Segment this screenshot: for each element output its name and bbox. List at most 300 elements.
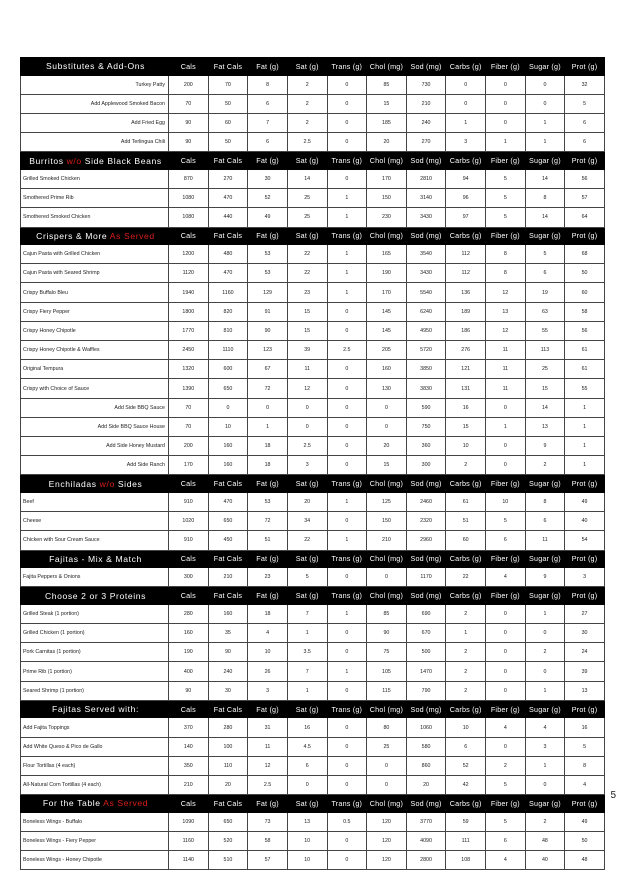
item-name: Seared Shrimp (1 portion) [21,681,169,700]
column-header: Chol (mg) [367,700,407,718]
nutrition-value: 1940 [169,283,209,302]
nutrition-value: 58 [565,302,605,321]
nutrition-value: 730 [406,75,446,94]
nutrition-value: 160 [208,456,248,475]
nutrition-value: 5 [486,812,526,831]
nutrition-value: 0 [327,321,367,340]
nutrition-value: 1120 [169,264,209,283]
nutrition-value: 165 [367,245,407,264]
table-row [21,417,605,436]
section-title [21,475,169,493]
section-title [21,795,169,813]
nutrition-value: 34 [287,512,327,531]
nutrition-value: 1020 [169,512,209,531]
nutrition-value: 4 [525,718,565,737]
nutrition-value: 0 [486,662,526,681]
column-header: Sat (g) [287,475,327,493]
item-name: Grilled Smoked Chicken [21,169,169,188]
section-title [21,227,169,245]
nutrition-value: 12 [287,379,327,398]
item-name: Add Side Honey Mustard [21,436,169,455]
nutrition-value: 230 [367,208,407,227]
table-row [21,189,605,208]
nutrition-value: 6 [525,264,565,283]
nutrition-value: 240 [208,662,248,681]
column-header: Fat Cals [208,550,248,568]
item-name: Add Fajita Toppings [21,718,169,737]
item-name: Add Side BBQ Sauce House [21,417,169,436]
column-header: Carbs (g) [446,795,486,813]
nutrition-value: 72 [248,512,288,531]
nutrition-value: 0 [486,398,526,417]
nutrition-value: 20 [406,775,446,794]
item-name: Cajun Pasta with Seared Shrimp [21,264,169,283]
nutrition-value: 810 [208,321,248,340]
nutrition-value: 0 [327,681,367,700]
section-header [21,587,605,605]
column-header: Fat Cals [208,587,248,605]
nutrition-value: 5540 [406,283,446,302]
nutrition-value: 1 [525,604,565,623]
nutrition-value: 1770 [169,321,209,340]
table-row [21,113,605,132]
item-name: Prime Rib (1 portion) [21,662,169,681]
item-name: Cajun Pasta with Grilled Chicken [21,245,169,264]
nutrition-value: 2 [525,812,565,831]
nutrition-value: 23 [287,283,327,302]
nutrition-value: 170 [367,169,407,188]
nutrition-value: 14 [287,169,327,188]
nutrition-value: 110 [208,756,248,775]
nutrition-value: 2 [287,94,327,113]
nutrition-value: 0 [367,417,407,436]
nutrition-value: 4 [248,624,288,643]
nutrition-value: 130 [367,379,407,398]
nutrition-value: 16 [446,398,486,417]
nutrition-value: 0 [327,643,367,662]
nutrition-value: 10 [287,851,327,870]
nutrition-value: 19 [525,283,565,302]
nutrition-value: 10 [248,643,288,662]
nutrition-value: 94 [446,169,486,188]
nutrition-value: 0 [287,398,327,417]
nutrition-value: 0 [486,737,526,756]
column-header: Chol (mg) [367,587,407,605]
nutrition-value: 2450 [169,341,209,360]
nutrition-value: 400 [169,662,209,681]
nutrition-value: 145 [367,321,407,340]
section-title-text: Substitutes & Add-Ons [45,61,146,72]
nutrition-value: 0 [248,398,288,417]
column-header: Cals [169,152,209,170]
column-header: Trans (g) [327,587,367,605]
nutrition-value: 910 [169,531,209,550]
item-name: Add Side BBQ Sauce [21,398,169,417]
nutrition-value: 25 [287,189,327,208]
table-row [21,568,605,587]
nutrition-value: 8 [565,756,605,775]
nutrition-value: 4090 [406,831,446,850]
nutrition-value: 1 [446,113,486,132]
nutrition-value: 2 [446,643,486,662]
nutrition-value: 300 [406,456,446,475]
item-name: All-Natural Corn Tortillas (4 each) [21,775,169,794]
nutrition-value: 8 [248,75,288,94]
column-header: Sugar (g) [525,795,565,813]
nutrition-value: 0 [327,512,367,531]
column-header: Sod (mg) [406,587,446,605]
nutrition-value: 108 [446,851,486,870]
nutrition-value: 42 [446,775,486,794]
nutrition-value: 63 [525,302,565,321]
nutrition-value: 2810 [406,169,446,188]
table-row [21,360,605,379]
nutrition-value: 200 [169,75,209,94]
nutrition-value: 48 [525,831,565,850]
table-row [21,662,605,681]
column-header: Fat Cals [208,152,248,170]
nutrition-value: 520 [208,831,248,850]
item-name: Cheese [21,512,169,531]
nutrition-value: 13 [287,812,327,831]
nutrition-value: 0 [525,775,565,794]
column-header: Sugar (g) [525,475,565,493]
page-number: 5 [610,790,616,801]
nutrition-value: 90 [248,321,288,340]
nutrition-value: 1200 [169,245,209,264]
nutrition-value: 270 [208,169,248,188]
nutrition-value: 2960 [406,531,446,550]
nutrition-value: 2 [486,756,526,775]
nutrition-value: 3850 [406,360,446,379]
column-header: Fat (g) [248,795,288,813]
nutrition-value: 61 [565,360,605,379]
nutrition-value: 6 [287,756,327,775]
table-row [21,302,605,321]
item-name: Pork Carnitas (1 portion) [21,643,169,662]
nutrition-value: 10 [446,718,486,737]
column-header: Fiber (g) [486,475,526,493]
nutrition-value: 0 [327,302,367,321]
nutrition-value: 2 [287,113,327,132]
nutrition-value: 97 [446,208,486,227]
nutrition-value: 27 [565,604,605,623]
nutrition-value: 57 [248,851,288,870]
nutrition-value: 3140 [406,189,446,208]
nutrition-value: 3 [287,456,327,475]
nutrition-value: 105 [367,662,407,681]
column-header: Prot (g) [565,475,605,493]
nutrition-value: 210 [406,94,446,113]
nutrition-value: 10 [287,831,327,850]
column-header: Fat (g) [248,152,288,170]
column-header: Sugar (g) [525,152,565,170]
nutrition-value: 53 [248,245,288,264]
nutrition-value: 131 [446,379,486,398]
nutrition-value: 0 [327,737,367,756]
nutrition-value: 600 [208,360,248,379]
nutrition-value: 56 [565,169,605,188]
nutrition-value: 25 [525,360,565,379]
nutrition-value: 0 [287,417,327,436]
column-header: Trans (g) [327,58,367,76]
nutrition-value: 690 [406,604,446,623]
item-name: Grilled Chicken (1 portion) [21,624,169,643]
column-header: Fiber (g) [486,58,526,76]
nutrition-value: 15 [367,456,407,475]
nutrition-value: 5720 [406,341,446,360]
nutrition-value: 590 [406,398,446,417]
table-row [21,643,605,662]
table-row [21,341,605,360]
column-header: Sat (g) [287,587,327,605]
nutrition-value: 73 [248,812,288,831]
nutrition-value: 11 [486,379,526,398]
nutrition-value: 0 [327,756,367,775]
column-header: Fiber (g) [486,795,526,813]
column-header: Cals [169,227,209,245]
nutrition-value: 0 [525,75,565,94]
nutrition-value: 8 [486,264,526,283]
nutrition-value: 100 [208,737,248,756]
nutrition-value: 1 [327,531,367,550]
nutrition-value: 121 [446,360,486,379]
nutrition-value: 31 [248,718,288,737]
nutrition-value: 2.5 [248,775,288,794]
column-header: Fat (g) [248,475,288,493]
nutrition-value: 1080 [169,208,209,227]
nutrition-value: 12 [486,283,526,302]
nutrition-value: 860 [406,756,446,775]
nutrition-value: 16 [287,718,327,737]
nutrition-value: 580 [406,737,446,756]
nutrition-table [20,57,605,870]
column-header: Trans (g) [327,227,367,245]
nutrition-value: 56 [565,321,605,340]
nutrition-value: 20 [287,492,327,511]
column-header: Cals [169,587,209,605]
nutrition-value: 96 [446,189,486,208]
column-header: Prot (g) [565,795,605,813]
nutrition-value: 1 [327,283,367,302]
nutrition-value: 112 [446,264,486,283]
column-header: Carbs (g) [446,227,486,245]
section-title-highlight: w/o [66,155,82,166]
nutrition-value: 500 [406,643,446,662]
nutrition-value: 1 [327,245,367,264]
nutrition-value: 3540 [406,245,446,264]
nutrition-value: 7 [248,113,288,132]
nutrition-value: 2460 [406,492,446,511]
nutrition-value: 1390 [169,379,209,398]
nutrition-value: 189 [446,302,486,321]
nutrition-value: 39 [565,662,605,681]
nutrition-value: 58 [248,831,288,850]
column-header: Fat (g) [248,550,288,568]
nutrition-value: 4 [486,568,526,587]
nutrition-value: 0 [327,417,367,436]
nutrition-value: 4.5 [287,737,327,756]
table-row [21,208,605,227]
item-name: Chicken with Sour Cream Sauce [21,531,169,550]
column-header: Sat (g) [287,58,327,76]
nutrition-value: 0 [486,643,526,662]
section-title-highlight: As Served [103,798,149,809]
nutrition-value: 1800 [169,302,209,321]
nutrition-value: 1320 [169,360,209,379]
nutrition-value: 470 [208,264,248,283]
column-header: Sod (mg) [406,700,446,718]
column-header: Sat (g) [287,795,327,813]
nutrition-value: 1470 [406,662,446,681]
column-header: Carbs (g) [446,475,486,493]
nutrition-value: 1 [525,133,565,152]
nutrition-value: 0 [525,662,565,681]
item-name: Add Side Ranch [21,456,169,475]
nutrition-value: 276 [446,341,486,360]
nutrition-value: 205 [367,341,407,360]
nutrition-value: 8 [525,189,565,208]
nutrition-value: 870 [169,169,209,188]
nutrition-value: 40 [525,851,565,870]
nutrition-value: 90 [367,624,407,643]
table-row [21,775,605,794]
column-header: Fat (g) [248,587,288,605]
nutrition-value: 5 [486,208,526,227]
nutrition-value: 1 [327,662,367,681]
nutrition-value: 1 [565,398,605,417]
nutrition-value: 5 [486,169,526,188]
nutrition-value: 0 [327,831,367,850]
nutrition-value: 54 [565,531,605,550]
nutrition-value: 70 [208,75,248,94]
table-row [21,737,605,756]
nutrition-value: 3430 [406,208,446,227]
column-header: Fat (g) [248,227,288,245]
nutrition-value: 650 [208,812,248,831]
nutrition-value: 20 [208,775,248,794]
column-header: Fat Cals [208,227,248,245]
nutrition-value: 115 [367,681,407,700]
nutrition-value: 1160 [169,831,209,850]
nutrition-value: 68 [565,245,605,264]
nutrition-value: 1 [287,681,327,700]
item-name: Crispy Honey Chipotle [21,321,169,340]
section-title-text: Fajitas - Mix & Match [49,553,142,564]
nutrition-value: 0 [327,568,367,587]
nutrition-value: 11 [287,360,327,379]
nutrition-value: 90 [169,681,209,700]
nutrition-value: 53 [248,264,288,283]
nutrition-value: 120 [367,831,407,850]
nutrition-value: 39 [287,341,327,360]
nutrition-value: 49 [565,492,605,511]
nutrition-value: 2 [446,604,486,623]
item-name: Boneless Wings - Buffalo [21,812,169,831]
nutrition-value: 4 [486,718,526,737]
nutrition-value: 0 [327,94,367,113]
nutrition-value: 5 [486,189,526,208]
nutrition-value: 1 [327,492,367,511]
nutrition-value: 7 [287,604,327,623]
column-header: Prot (g) [565,700,605,718]
nutrition-value: 25 [287,208,327,227]
table-row [21,831,605,850]
nutrition-value: 70 [169,398,209,417]
nutrition-value: 0 [367,756,407,775]
section-title [21,587,169,605]
nutrition-value: 18 [248,456,288,475]
section-title-highlight: As Served [109,230,155,241]
nutrition-value: 136 [446,283,486,302]
nutrition-value: 18 [248,604,288,623]
nutrition-value: 5 [486,512,526,531]
column-header: Chol (mg) [367,550,407,568]
nutrition-value: 910 [169,492,209,511]
column-header: Carbs (g) [446,152,486,170]
nutrition-value: 123 [248,341,288,360]
nutrition-value: 15 [367,94,407,113]
nutrition-value: 9 [525,436,565,455]
nutrition-value: 49 [248,208,288,227]
nutrition-value: 59 [446,812,486,831]
item-name: Add Applewood Smoked Bacon [21,94,169,113]
nutrition-value: 90 [208,643,248,662]
nutrition-value: 6 [248,94,288,113]
nutrition-value: 210 [367,531,407,550]
nutrition-value: 210 [169,775,209,794]
section-header [21,475,605,493]
nutrition-value: 1080 [169,189,209,208]
nutrition-value: 3 [525,737,565,756]
nutrition-value: 0 [367,775,407,794]
nutrition-value: 22 [287,264,327,283]
table-row [21,379,605,398]
nutrition-value: 0.5 [327,812,367,831]
nutrition-value: 0 [327,113,367,132]
nutrition-value: 6 [248,133,288,152]
column-header: Fat Cals [208,795,248,813]
column-header: Trans (g) [327,152,367,170]
section-title-text: Burritos [29,155,67,166]
nutrition-value: 1 [327,208,367,227]
table-row [21,812,605,831]
nutrition-value: 0 [486,113,526,132]
item-name: Boneless Wings - Honey Chipotle [21,851,169,870]
nutrition-value: 1 [446,624,486,643]
nutrition-value: 0 [327,456,367,475]
nutrition-value: 1110 [208,341,248,360]
nutrition-value: 22 [446,568,486,587]
item-name: Crispy Buffalo Bleu [21,283,169,302]
column-header: Sat (g) [287,227,327,245]
nutrition-value: 113 [525,341,565,360]
column-header: Sod (mg) [406,152,446,170]
nutrition-value: 11 [525,531,565,550]
nutrition-value: 22 [287,531,327,550]
nutrition-value: 14 [525,398,565,417]
nutrition-value: 50 [565,264,605,283]
item-name: Crispy Honey Chipotle & Waffles [21,341,169,360]
nutrition-value: 15 [287,321,327,340]
section-header [21,550,605,568]
nutrition-value: 30 [248,169,288,188]
nutrition-value: 0 [327,379,367,398]
nutrition-value: 280 [169,604,209,623]
nutrition-value: 200 [169,436,209,455]
nutrition-value: 1170 [406,568,446,587]
nutrition-value: 4 [486,851,526,870]
